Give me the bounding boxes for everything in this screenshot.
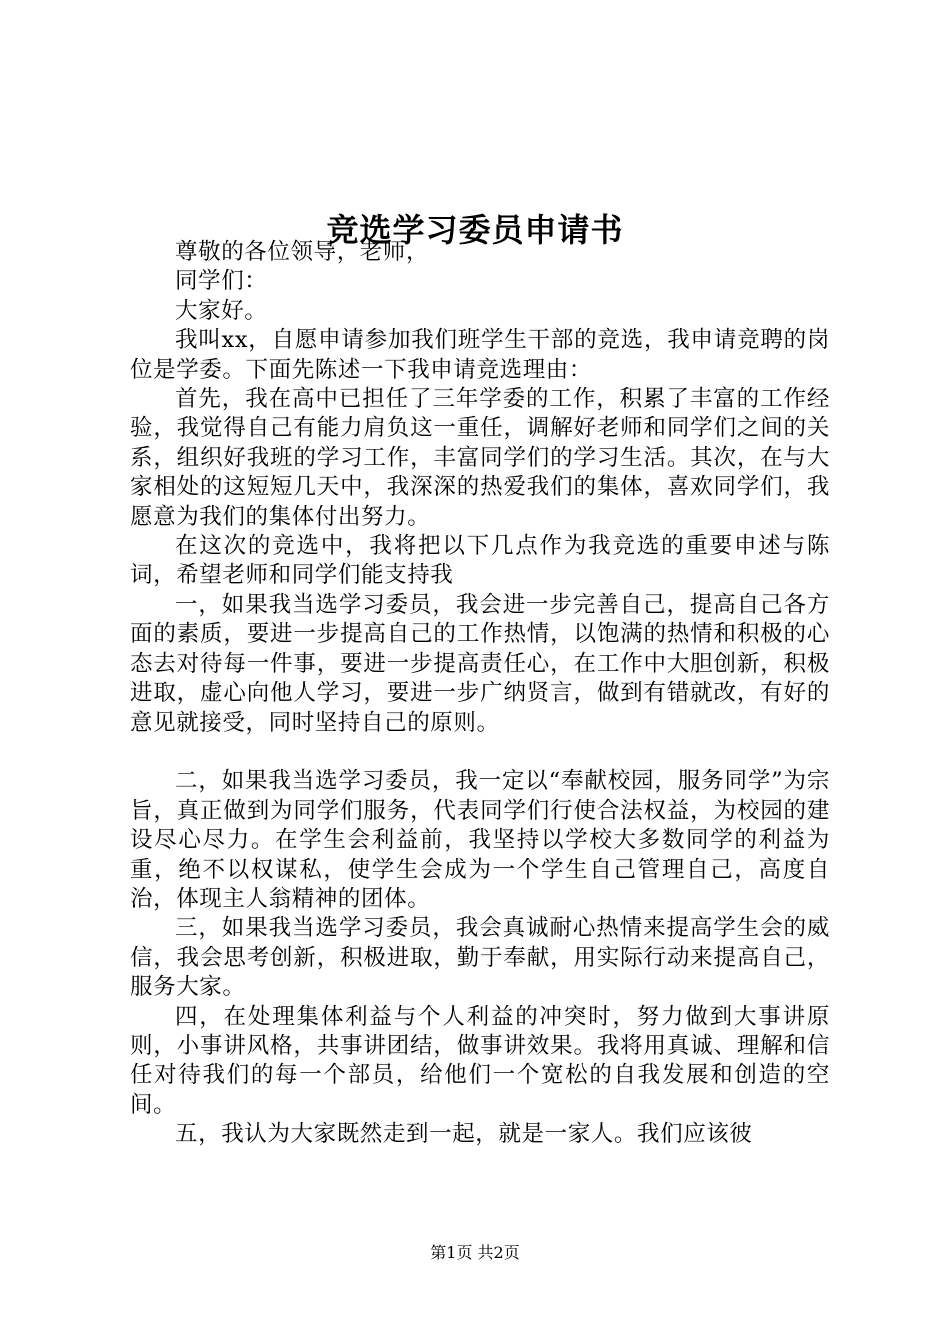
point-one-paragraph: 一，如果我当选学习委员，我会进一步完善自己，提高自己各方面的素质，要进一步提高自己的工作热情，以饱满的热情和积极的心态去对待每一件事，要进一步提高责任心，在工作中大胆创新，积极进取，虚心向他人学习，要进一步广纳贤言，做到有错就改，有好的意见就接受，同时坚持自己的原则。: [130, 591, 830, 736]
salutation-line: 尊敬的各位领导，老师，: [175, 239, 430, 265]
salutation-line: 同学们：: [175, 268, 268, 295]
document-title: 竞选学习委员申请书: [326, 211, 624, 250]
transition-paragraph: 在这次的竞选中，我将把以下几点作为我竞选的重要申述与陈词，希望老师和同学们能支持我: [130, 533, 830, 589]
point-four-paragraph: 四，在处理集体利益与个人利益的冲突时，努力做到大事讲原则，小事讲风格，共事讲团结，做事讲效果。我将用真诚、理解和信任对待我们的每一个部员，给他们一个宽松的自我发展和创造的空间。: [130, 1003, 830, 1118]
point-five-paragraph: 五，我认为大家既然走到一起，就是一家人。我们应该彼: [175, 1121, 753, 1148]
document-body: [130, 238, 830, 1150]
point-two-paragraph: 二，如果我当选学习委员，我一定以“奉献校园，服务同学”为宗旨，真正做到为同学们服务，代表同学们行使合法权益，为校园的建设尽心尽力。在学生会利益前，我坚持以学校大多数同学的利益为重，绝不以权谋私，使学生会成为一个学生自己管理自己，高度自治，体现主人翁精神的团体。: [130, 768, 830, 912]
intro-paragraph: 我叫xx，自愿申请参加我们班学生干部的竞选，我申请竞聘的岗位是学委。下面先陈述一下我申请竞选理由：: [130, 327, 830, 383]
greeting-paragraph: 大家好。: [175, 297, 268, 324]
reason-paragraph: 首先，我在高中已担任了三年学委的工作，积累了丰富的工作经验，我觉得自己有能力肩负这一重任，调解好老师和同学们之间的关系，组织好我班的学习工作，丰富同学们的学习生活。其次，在与大家相处的这短短几天中，我深深的热爱我们的集体，喜欢同学们，我愿意为我们的集体付出努力。: [130, 386, 830, 530]
page-number-footer: 第1页 共2页: [430, 1243, 520, 1262]
point-three-paragraph: 三，如果我当选学习委员，我会真诚耐心热情来提高学生会的威信，我会思考创新，积极进取，勤于奉献，用实际行动来提高自己，服务大家。: [130, 915, 830, 1001]
